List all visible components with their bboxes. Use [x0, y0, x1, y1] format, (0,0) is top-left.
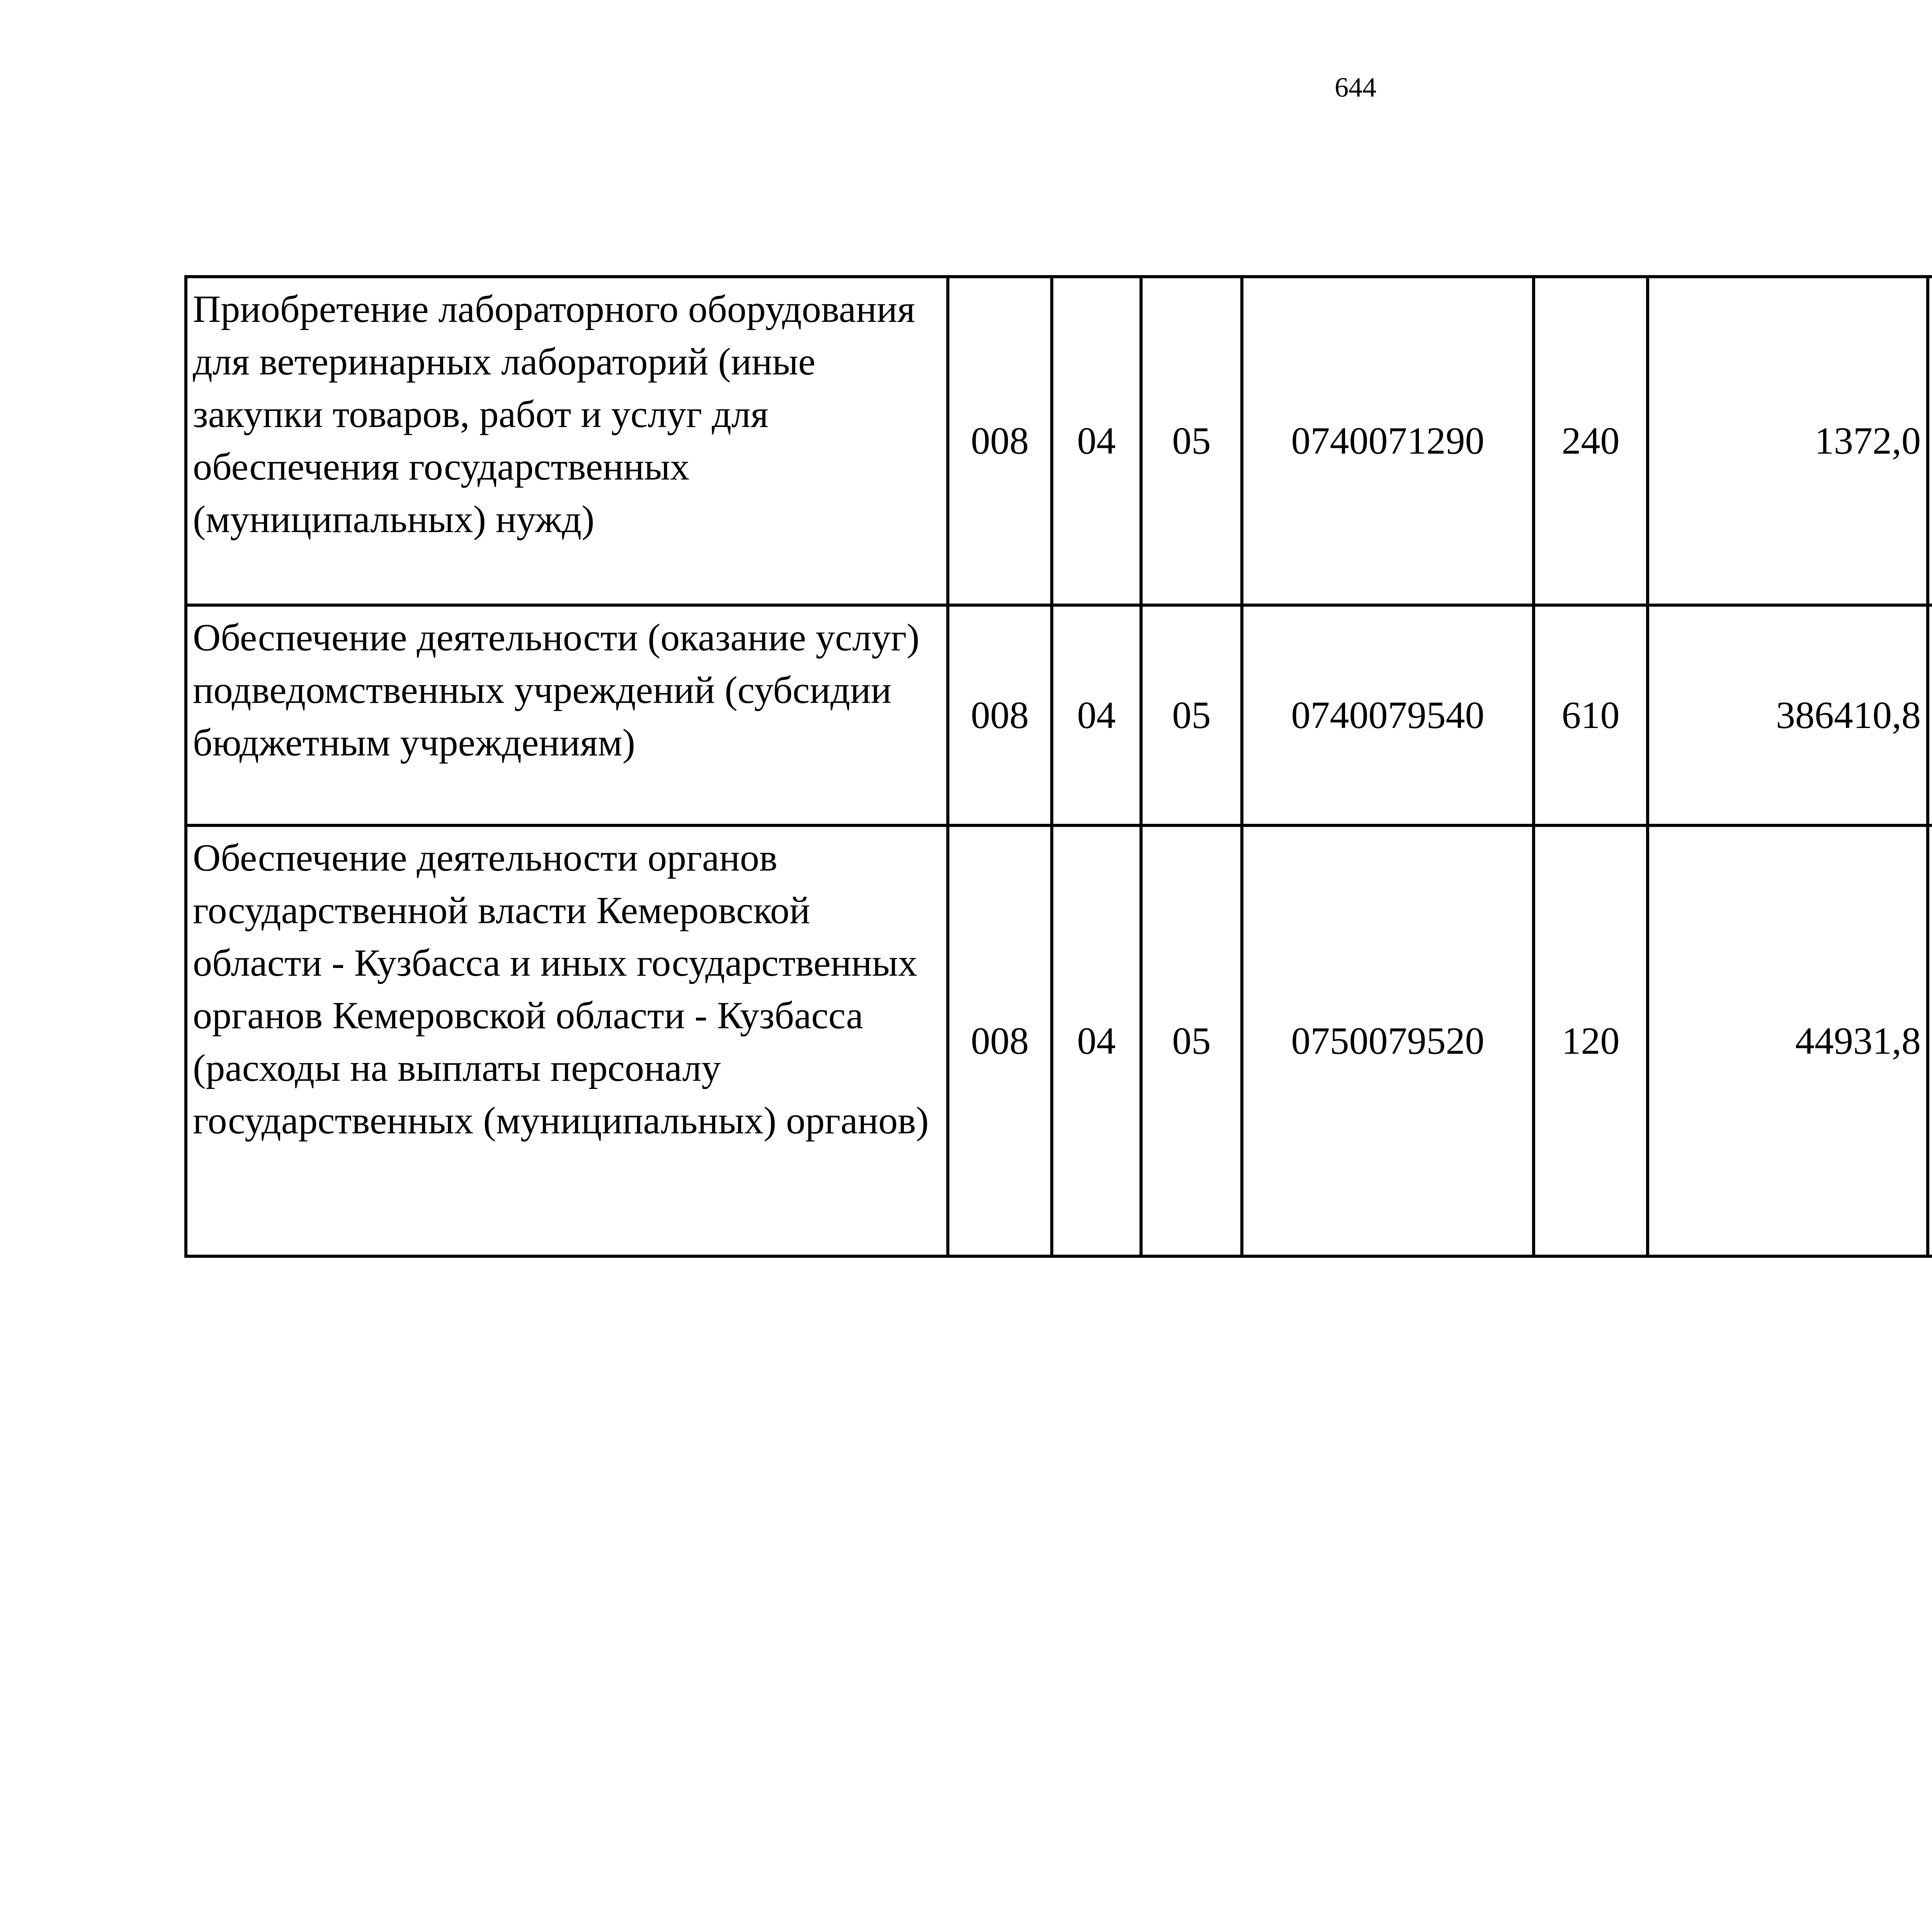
ministry-code: 008	[948, 605, 1052, 825]
target-article-code: 0750079520	[1242, 825, 1534, 1256]
amount-cell: 386410,8	[1648, 605, 1928, 825]
amount-cell	[1928, 605, 1932, 825]
table-row	[186, 277, 1932, 605]
target-article-code: 0740079540	[1242, 605, 1534, 825]
budget-table	[184, 275, 1932, 1258]
subsection-code: 05	[1141, 825, 1242, 1256]
table-row	[186, 825, 1932, 1256]
table-row	[186, 605, 1932, 825]
target-article-code: 0740071290	[1242, 277, 1534, 605]
amount-cell	[1928, 825, 1932, 1256]
amount-cell: 1372,0	[1648, 277, 1928, 605]
expense-type-code: 610	[1534, 605, 1648, 825]
amount-cell	[1928, 277, 1932, 605]
row-description: Обеспечение деятельности (оказание услуг) подведомственных учреждений (субсидии бюджетным учреждениям)	[186, 605, 948, 825]
page-number: 644	[1335, 72, 1376, 103]
ministry-code: 008	[948, 277, 1052, 605]
subsection-code: 05	[1141, 277, 1242, 605]
ministry-code: 008	[948, 825, 1052, 1256]
row-description: Приобретение лабораторного оборудования для ветеринарных лабораторий (иные закупки товаров, работ и услуг для обеспечения государственных (муниципальных) нужд)	[186, 277, 948, 605]
subsection-code: 05	[1141, 605, 1242, 825]
section-code: 04	[1052, 605, 1141, 825]
amount-cell: 44931,8	[1648, 825, 1928, 1256]
expense-type-code: 240	[1534, 277, 1648, 605]
section-code: 04	[1052, 825, 1141, 1256]
expense-type-code: 120	[1534, 825, 1648, 1256]
section-code: 04	[1052, 277, 1141, 605]
row-description: Обеспечение деятельности органов государственной власти Кемеровской области - Кузбасса и иных государственных органов Кемеровской области - Кузбасса (расходы на выплаты персоналу государственных (муниципальных) органов)	[186, 825, 948, 1256]
